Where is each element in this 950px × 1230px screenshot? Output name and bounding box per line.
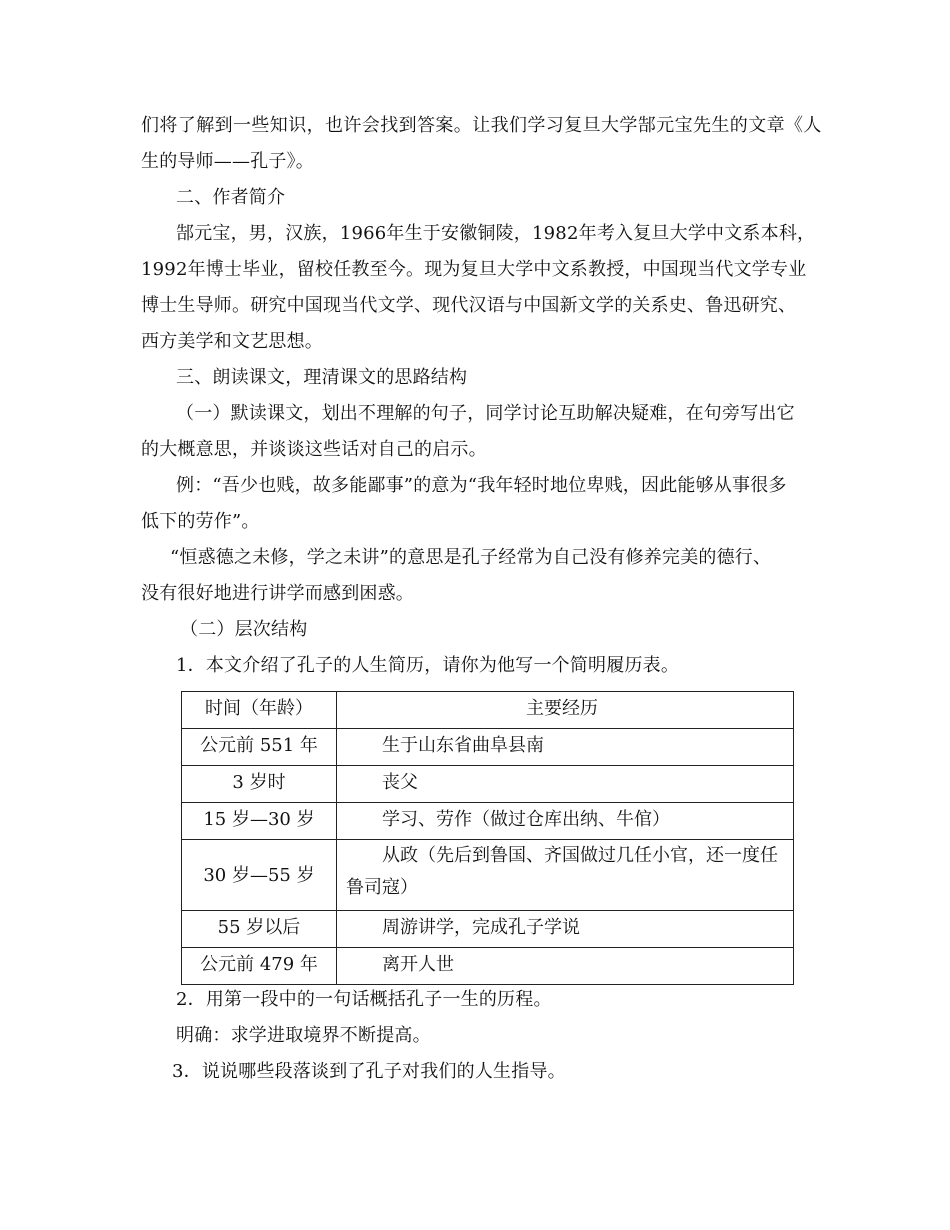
quote-paragraph-line-2: 没有很好地进行讲学而感到困惑。 bbox=[141, 583, 414, 604]
table-cell-event: 生于山东省曲阜县南 bbox=[337, 729, 794, 766]
table-row bbox=[182, 911, 794, 948]
author-paragraph-line-4: 西方美学和文艺思想。 bbox=[141, 331, 323, 352]
answer-2: 明确：求学进取境界不断提高。 bbox=[176, 1025, 431, 1046]
table-cell-time: 3 岁时 bbox=[182, 766, 337, 803]
author-paragraph-line-2: 1992年博士毕业，留校任教至今。现为复旦大学中文系教授，中国现当代文学专业 bbox=[141, 259, 807, 280]
section-heading-author-intro: 二、作者简介 bbox=[176, 187, 286, 208]
part-one-paragraph-line-2: 的大概意思，并谈谈这些话对自己的启示。 bbox=[141, 439, 487, 460]
table-row bbox=[182, 803, 794, 840]
part-two-heading: （二）层次结构 bbox=[180, 619, 308, 640]
table-cell-event: 离开人世 bbox=[337, 948, 794, 985]
author-paragraph-line-3: 博士生导师。研究中国现当代文学、现代汉语与中国新文学的关系史、鲁迅研究、 bbox=[141, 295, 797, 316]
table-header-event: 主要经历 bbox=[337, 692, 794, 729]
table-cell-event: 从政（先后到鲁国、齐国做过几任小官，还一度任鲁司寇） bbox=[337, 840, 794, 911]
table-cell-time: 30 岁—55 岁 bbox=[182, 840, 337, 911]
intro-paragraph-line-2: 生的导师——孔子》。 bbox=[141, 151, 314, 172]
question-2: 2．用第一段中的一句话概括孔子一生的历程。 bbox=[176, 989, 552, 1010]
table-cell-event: 丧父 bbox=[337, 766, 794, 803]
table-row bbox=[182, 729, 794, 766]
intro-paragraph-line-1: 们将了解到一些知识，也许会找到答案。让我们学习复旦大学郜元宝先生的文章《人 bbox=[141, 115, 822, 136]
table-row bbox=[182, 840, 794, 911]
table-row bbox=[182, 948, 794, 985]
table-header-row bbox=[182, 692, 794, 729]
table-cell-time: 公元前 479 年 bbox=[182, 948, 337, 985]
question-1: 1．本文介绍了孔子的人生简历，请你为他写一个简明履历表。 bbox=[176, 655, 680, 676]
section-heading-reading-structure: 三、朗读课文，理清课文的思路结构 bbox=[176, 367, 468, 388]
table-cell-time: 公元前 551 年 bbox=[182, 729, 337, 766]
author-paragraph-line-1: 郜元宝，男，汉族，1966年生于安徽铜陵，1982年考入复旦大学中文系本科， bbox=[176, 223, 816, 244]
resume-table bbox=[181, 691, 794, 985]
example-paragraph-line-2: 低下的劳作”。 bbox=[141, 511, 260, 532]
table-cell-time: 55 岁以后 bbox=[182, 911, 337, 948]
table-cell-event: 学习、劳作（做过仓库出纳、牛倌） bbox=[337, 803, 794, 840]
question-3: 3．说说哪些段落谈到了孔子对我们的人生指导。 bbox=[172, 1061, 566, 1082]
table-cell-time: 15 岁—30 岁 bbox=[182, 803, 337, 840]
table-header-time: 时间（年龄） bbox=[182, 692, 337, 729]
part-one-paragraph-line-1: （一）默读课文，划出不理解的句子，同学讨论互助解决疑难，在句旁写出它 bbox=[176, 403, 795, 424]
table-row bbox=[182, 766, 794, 803]
table-cell-event: 周游讲学，完成孔子学说 bbox=[337, 911, 794, 948]
quote-paragraph-line-1: “恒惑德之未修，学之未讲”的意思是孔子经常为自己没有修养完美的德行、 bbox=[170, 547, 772, 568]
example-paragraph-line-1: 例：“吾少也贱，故多能鄙事”的意为“我年轻时地位卑贱，因此能够从事很多 bbox=[176, 475, 787, 496]
